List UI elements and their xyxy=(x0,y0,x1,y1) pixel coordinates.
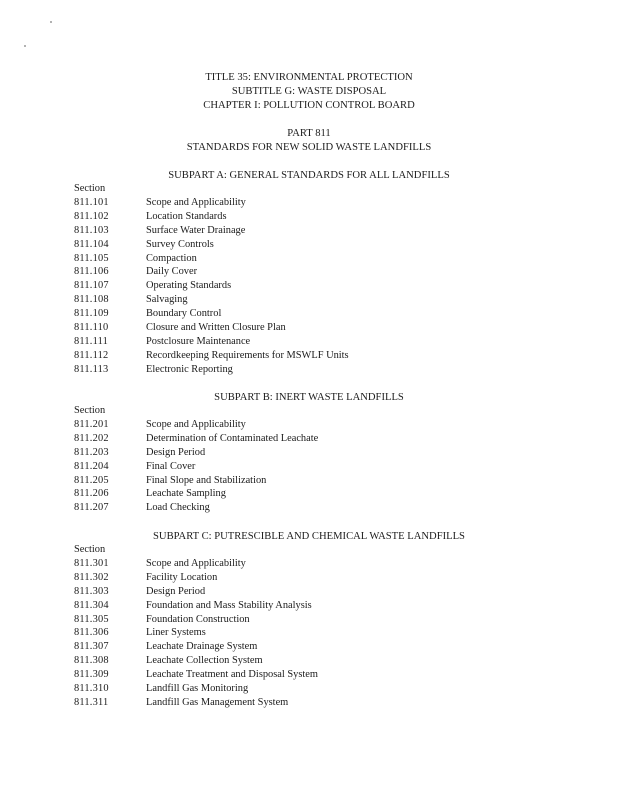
section-number: 811.110 xyxy=(74,322,109,334)
part-title: STANDARDS FOR NEW SOLID WASTE LANDFILLS xyxy=(186,142,432,153)
section-number: 811.103 xyxy=(74,224,109,236)
toc-row xyxy=(74,613,554,627)
toc-row xyxy=(74,196,554,210)
toc-row xyxy=(74,363,554,377)
section-number: 811.107 xyxy=(74,280,109,292)
section-number: 811.306 xyxy=(74,627,109,639)
toc-row xyxy=(74,238,554,252)
section-title: Surface Water Drainage xyxy=(146,224,246,236)
toc-row xyxy=(74,460,554,474)
section-number: 811.106 xyxy=(74,266,109,278)
section-number: 811.307 xyxy=(74,641,109,653)
section-label: Section xyxy=(74,183,106,194)
section-number: 811.108 xyxy=(74,294,109,306)
section-title: Postclosure Maintenance xyxy=(146,335,251,347)
section-number: 811.109 xyxy=(74,308,109,320)
section-title: Scope and Applicability xyxy=(146,558,246,569)
section-title: Determination of Contaminated Leachate xyxy=(146,432,319,444)
part-number: PART 811 xyxy=(287,128,331,139)
section-number: 811.308 xyxy=(74,655,109,667)
toc-row xyxy=(74,474,554,488)
section-number: 811.305 xyxy=(74,613,109,625)
toc-row xyxy=(74,585,554,599)
toc-row xyxy=(74,640,554,654)
section-title: Daily Cover xyxy=(146,266,198,278)
section-title: Scope and Applicability xyxy=(146,419,246,430)
section-number: 811.101 xyxy=(74,197,109,208)
section-number: 811.102 xyxy=(74,210,109,222)
section-number: 811.113 xyxy=(74,363,109,375)
section-title: Design Period xyxy=(146,446,206,458)
section-number: 811.304 xyxy=(74,599,109,611)
section-title: Load Checking xyxy=(146,502,210,514)
toc-row xyxy=(74,682,554,696)
section-title: Location Standards xyxy=(146,210,227,222)
toc-row xyxy=(74,668,554,682)
section-title: Design Period xyxy=(146,585,206,597)
section-number: 811.105 xyxy=(74,252,109,264)
toc-row xyxy=(74,487,554,501)
chapter-line: CHAPTER I: POLLUTION CONTROL BOARD xyxy=(203,100,415,111)
toc-row xyxy=(74,418,554,432)
section-title: Operating Standards xyxy=(146,280,232,292)
toc-row xyxy=(74,599,554,613)
toc-row xyxy=(74,307,554,321)
section-title: Landfill Gas Monitoring xyxy=(146,683,249,695)
subpart-a-list xyxy=(74,196,554,377)
section-title: Leachate Collection System xyxy=(146,655,263,667)
section-label: Section xyxy=(74,405,106,416)
section-title: Foundation and Mass Stability Analysis xyxy=(146,599,312,611)
toc-row xyxy=(74,432,554,446)
document-header xyxy=(0,71,618,113)
section-title: Salvaging xyxy=(146,294,188,306)
section-number: 811.203 xyxy=(74,446,109,458)
subpart-c-list xyxy=(74,557,554,710)
subpart-a-title: SUBPART A: GENERAL STANDARDS FOR ALL LANDFILLS xyxy=(168,170,450,181)
section-title: Closure and Written Closure Plan xyxy=(146,322,286,334)
section-title: Landfill Gas Management System xyxy=(146,696,289,708)
section-title: Liner Systems xyxy=(146,627,206,639)
section-number: 811.202 xyxy=(74,432,109,444)
subtitle-line: SUBTITLE G: WASTE DISPOSAL xyxy=(231,86,387,97)
section-title: Foundation Construction xyxy=(146,613,250,625)
toc-row xyxy=(74,349,554,363)
toc-row xyxy=(74,265,554,279)
section-number: 811.111 xyxy=(74,335,109,347)
section-number: 811.311 xyxy=(74,696,109,708)
section-title: Compaction xyxy=(146,252,197,264)
toc-row xyxy=(74,321,554,335)
toc-row xyxy=(74,252,554,266)
section-title: Electronic Reporting xyxy=(146,363,233,375)
section-number: 811.310 xyxy=(74,683,109,695)
section-number: 811.303 xyxy=(74,585,109,597)
section-title: Scope and Applicability xyxy=(146,197,246,208)
toc-row xyxy=(74,293,554,307)
toc-row xyxy=(74,501,554,515)
section-title: Leachate Drainage System xyxy=(146,641,258,653)
section-number: 811.201 xyxy=(74,419,109,430)
scan-speck xyxy=(50,21,52,23)
toc-row xyxy=(74,210,554,224)
section-number: 811.207 xyxy=(74,502,109,514)
section-number: 811.309 xyxy=(74,669,109,681)
section-title: Leachate Treatment and Disposal System xyxy=(146,669,318,681)
toc-row xyxy=(74,224,554,238)
section-title: Leachate Sampling xyxy=(146,488,226,500)
toc-row xyxy=(74,654,554,668)
toc-row xyxy=(74,279,554,293)
section-title: Recordkeeping Requirements for MSWLF Units xyxy=(146,349,349,361)
toc-row xyxy=(74,557,554,571)
section-label: Section xyxy=(74,544,106,555)
section-title: Final Slope and Stabilization xyxy=(146,474,267,486)
section-title: Survey Controls xyxy=(146,238,214,250)
subpart-b-list xyxy=(74,418,554,515)
section-number: 811.112 xyxy=(74,349,109,361)
section-number: 811.301 xyxy=(74,558,109,569)
section-title: Boundary Control xyxy=(146,308,222,320)
section-number: 811.206 xyxy=(74,488,109,500)
section-number: 811.302 xyxy=(74,571,109,583)
section-number: 811.204 xyxy=(74,460,109,472)
part-header xyxy=(0,127,618,155)
section-number: 811.104 xyxy=(74,238,109,250)
subpart-c-title: SUBPART C: PUTRESCIBLE AND CHEMICAL WASTE LANDFILLS xyxy=(153,531,465,542)
title-line: TITLE 35: ENVIRONMENTAL PROTECTION xyxy=(205,72,413,83)
subpart-b-title: SUBPART B: INERT WASTE LANDFILLS xyxy=(214,392,404,403)
toc-row xyxy=(74,446,554,460)
section-number: 811.205 xyxy=(74,474,109,486)
section-title: Facility Location xyxy=(146,571,218,583)
section-title: Final Cover xyxy=(146,460,196,472)
toc-row xyxy=(74,696,554,710)
toc-row xyxy=(74,571,554,585)
scan-speck xyxy=(24,45,26,47)
toc-row xyxy=(74,335,554,349)
toc-row xyxy=(74,626,554,640)
